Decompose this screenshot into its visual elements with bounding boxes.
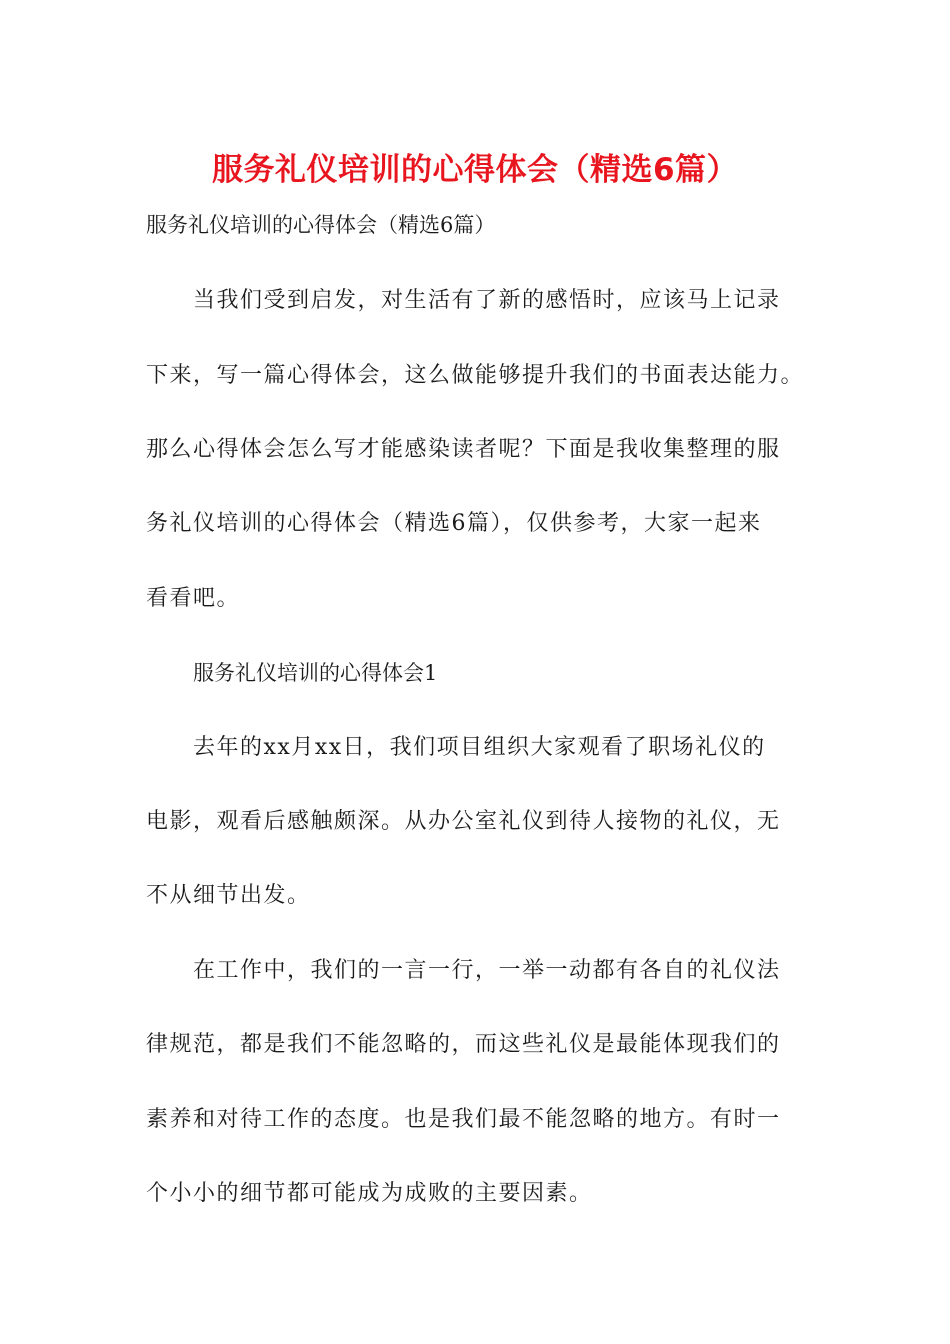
intro-line: 那么心得体会怎么写才能感染读者呢？下面是我收集整理的服 xyxy=(146,437,781,462)
paragraph-line: 在工作中，我们的一言一行，一举一动都有各自的礼仪法 xyxy=(193,958,781,983)
paragraph-line: 去年的xx月xx日，我们项目组织大家观看了职场礼仪的 xyxy=(193,735,766,760)
intro-line: 务礼仪培训的心得体会（精选6篇），仅供参考，大家一起来 xyxy=(146,511,762,536)
paragraph-line: 电影，观看后感触颇深。从办公室礼仪到待人接物的礼仪，无 xyxy=(146,809,781,834)
intro-line: 看看吧。 xyxy=(146,586,241,611)
paragraph-line: 律规范，都是我们不能忽略的，而这些礼仪是最能体现我们的 xyxy=(146,1032,781,1057)
paragraph-line: 个小小的细节都可能成为成败的主要因素。 xyxy=(146,1181,593,1206)
document-subtitle: 服务礼仪培训的心得体会（精选6篇） xyxy=(146,213,496,237)
intro-line: 当我们受到启发，对生活有了新的感悟时，应该马上记录 xyxy=(193,288,781,313)
document-title: 服务礼仪培训的心得体会（精选6篇） xyxy=(211,152,739,188)
section-heading: 服务礼仪培训的心得体会1 xyxy=(193,661,438,685)
paragraph-line: 素养和对待工作的态度。也是我们最不能忽略的地方。有时一 xyxy=(146,1107,781,1132)
intro-line: 下来，写一篇心得体会，这么做能够提升我们的书面表达能力。 xyxy=(146,363,805,388)
paragraph-line: 不从细节出发。 xyxy=(146,883,311,908)
